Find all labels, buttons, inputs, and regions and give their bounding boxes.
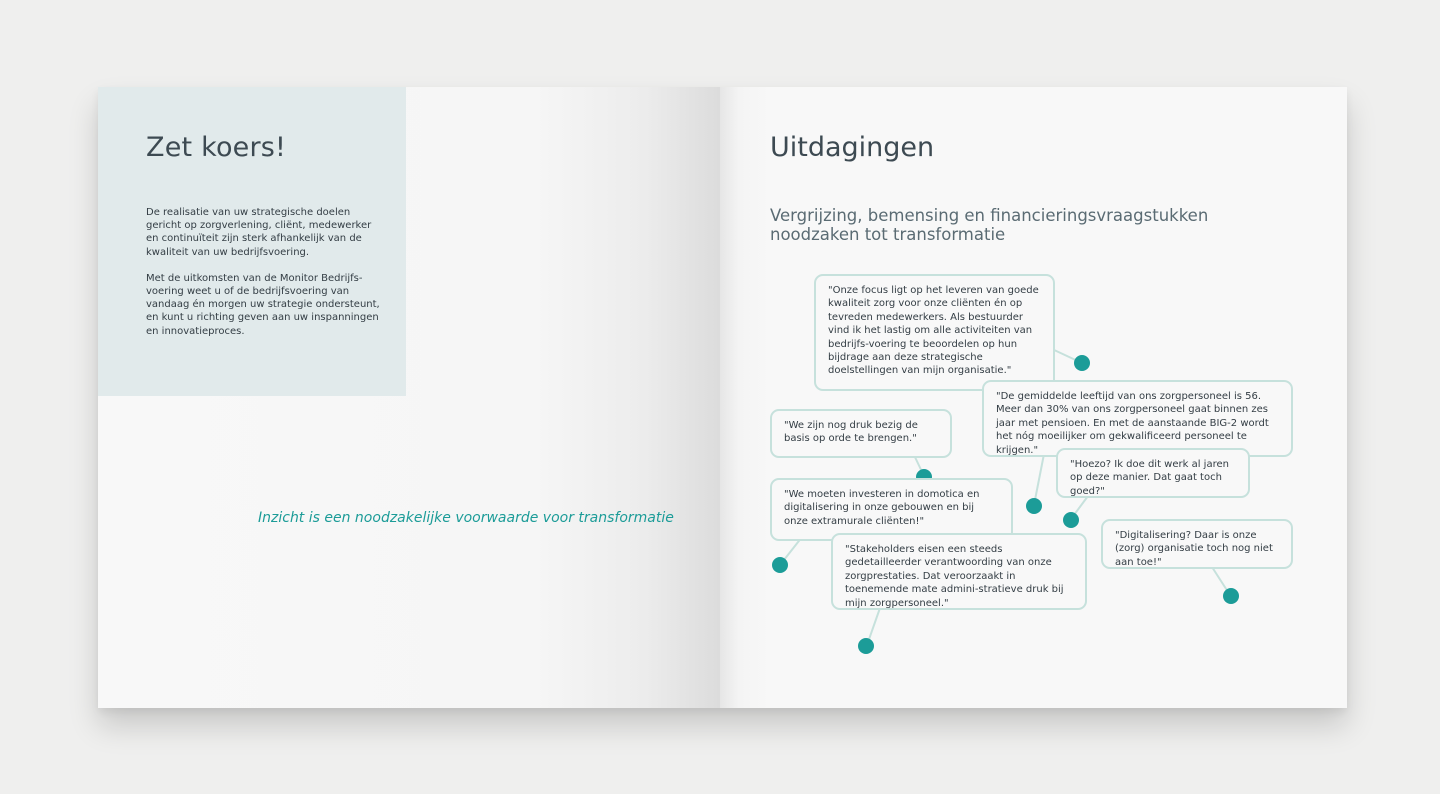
quote-dot-7 (858, 638, 874, 654)
quote-bubble-6 (1101, 519, 1293, 569)
quote-text-2: "De gemiddelde leeftijd van ons zorgpersoneel is 56. Meer dan 30% van ons zorgpersoneel gaat binnen zes jaar met pensioen. En met de aanstaande BIG-2 wordt het nóg moeilijker om gekwalificeerd personeel te krijgen." (996, 391, 1269, 456)
quote-text-1: "Onze focus ligt op het leveren van goede kwaliteit zorg voor onze cliënten én op tevreden medewerkers. Als bestuurder vind ik het lastig om alle activiteiten van bedrijfs-voering te beoordelen op hun bijdrage aan deze strategische doelstellingen van mijn organisatie." (828, 285, 1039, 377)
intro-paragraph-1: De realisatie van uw strategische doelen gericht op zorgverlening, cliënt, medewerker en continuïteit zijn sterk afhankelijk van de kwaliteit van uw bedrijfsvoering. (146, 207, 372, 258)
left-page (98, 87, 720, 708)
intro-panel (98, 87, 406, 396)
quote-bubble-2 (982, 380, 1293, 457)
right-page (720, 87, 1347, 708)
intro-text (146, 206, 386, 351)
intro-paragraph-2: Met de uitkomsten van de Monitor Bedrijfs-voering weet u of de bedrijfsvoering van vandaag én morgen uw strategie ondersteunt, en kunt u richting geven aan uw inspanningen en innovatieproces. (146, 272, 380, 337)
quote-bubble-3 (770, 409, 952, 458)
quote-dot-6 (1223, 588, 1239, 604)
quote-dot-4 (1063, 512, 1079, 528)
quote-text-5: "We moeten investeren in domotica en digitalisering in onze gebouwen en bij onze extramurale cliënten!" (784, 489, 980, 527)
quote-text-7: "Stakeholders eisen een steeds gedetailleerder verantwoording van onze zorgprestaties. Dat veroorzaakt in toenemende mate admini-stratieve druk bij mijn zorgpersoneel." (845, 544, 1064, 609)
quote-bubble-1 (814, 274, 1055, 391)
quote-dot-5 (772, 557, 788, 573)
left-page-title: Zet koers! (146, 132, 287, 163)
quote-text-6: "Digitalisering? Daar is onze (zorg) organisatie toch nog niet aan toe!" (1115, 530, 1273, 568)
quote-bubble-7 (831, 533, 1087, 610)
quote-bubble-5 (770, 478, 1013, 541)
tagline: Inzicht is een noodzakelijke voorwaarde voor transformatie (258, 510, 674, 526)
quote-text-4: "Hoezo? Ik doe dit werk al jaren op deze manier. Dat gaat toch goed?" (1070, 459, 1229, 497)
quote-dot-2 (1026, 498, 1042, 514)
right-page-subtitle: Vergrijzing, bemensing en financieringsvraagstukken noodzaken tot transformatie (770, 206, 1209, 244)
right-page-title: Uitdagingen (770, 132, 935, 163)
quote-text-3: "We zijn nog druk bezig de basis op orde te brengen." (784, 420, 918, 445)
quote-bubble-4 (1056, 448, 1250, 498)
quote-dot-1 (1074, 355, 1090, 371)
